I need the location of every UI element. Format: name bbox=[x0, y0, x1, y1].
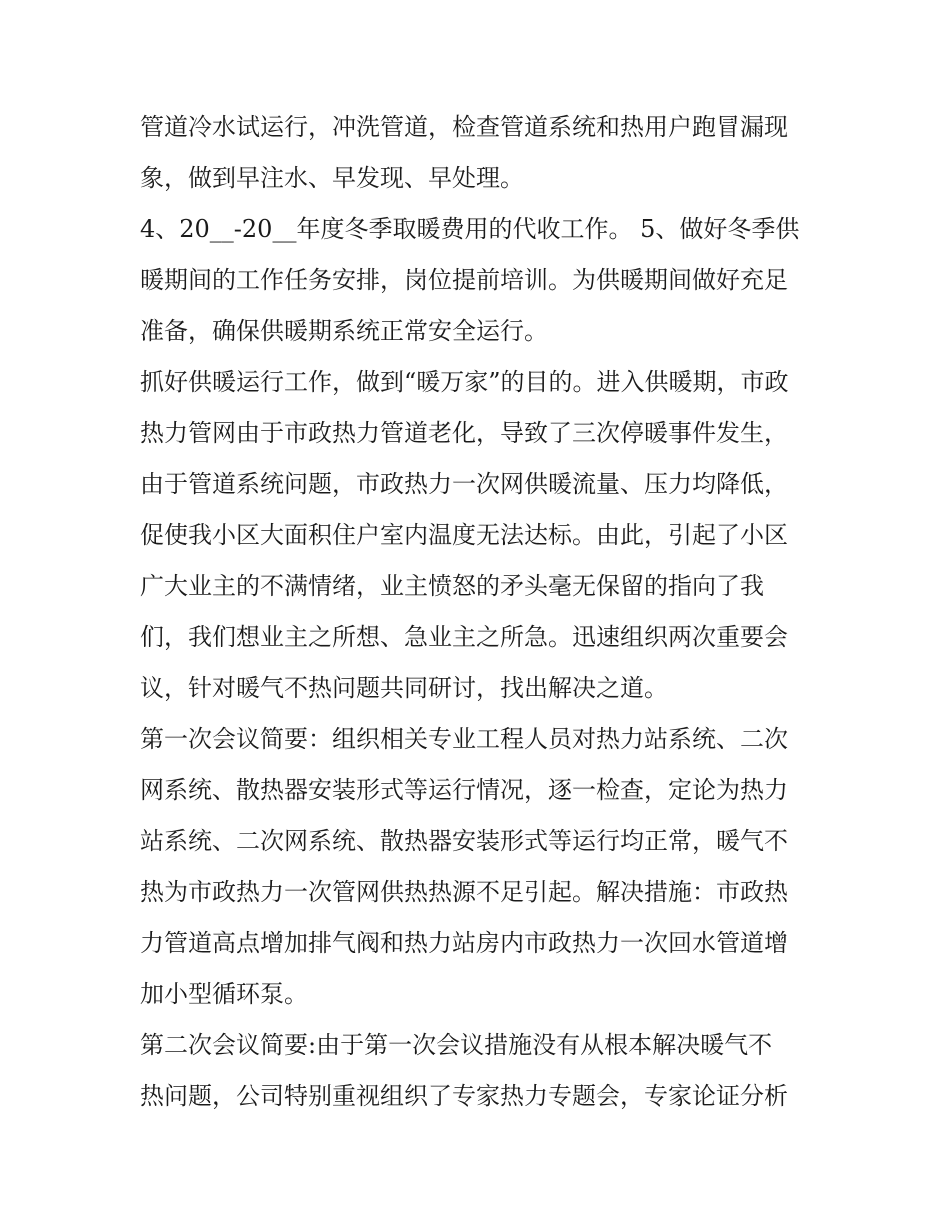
text-line: 广大业主的不满情绪，业主愤怒的矛头毫无保留的指向了我 bbox=[140, 572, 764, 600]
text-line: 4、20__-20__年度冬季取暖费用的代收工作。 5、做好冬季供 bbox=[140, 215, 800, 243]
text-line: 网系统、散热器安装形式等运行情况，逐一检查，定论为热力 bbox=[140, 776, 788, 804]
text-line: 抓好供暖运行工作，做到“暖万家”的目的。进入供暖期，市政 bbox=[140, 368, 789, 396]
text-line: 由于管道系统问题，市政热力一次网供暖流量、压力均降低， bbox=[140, 470, 788, 498]
text-line: 热问题，公司特别重视组织了专家热力专题会，专家论证分析 bbox=[140, 1082, 788, 1110]
paragraph-pipe-test bbox=[140, 102, 830, 204]
text-line: 象，做到早注水、早发现、早处理。 bbox=[140, 164, 524, 192]
text-line: 议，针对暖气不热问题共同研讨，找出解决之道。 bbox=[140, 674, 668, 702]
paragraph-first-meeting bbox=[140, 714, 830, 1020]
text-line: 第一次会议简要：组织相关专业工程人员对热力站系统、二次 bbox=[140, 725, 788, 753]
text-line: 管道冷水试运行，冲洗管道，检查管道系统和热用户跑冒漏现 bbox=[140, 113, 788, 141]
text-line: 第二次会议简要:由于第一次会议措施没有从根本解决暖气不 bbox=[140, 1031, 773, 1059]
text-line: 加小型循环泵。 bbox=[140, 980, 308, 1008]
paragraph-fee-collection bbox=[140, 204, 830, 357]
paragraph-second-meeting bbox=[140, 1020, 830, 1122]
text-line: 们，我们想业主之所想、急业主之所急。迅速组织两次重要会 bbox=[140, 623, 788, 651]
text-line: 站系统、二次网系统、散热器安装形式等运行均正常，暖气不 bbox=[140, 827, 788, 855]
text-line: 暖期间的工作任务安排，岗位提前培训。为供暖期间做好充足 bbox=[140, 266, 788, 294]
text-line: 力管道高点增加排气阀和热力站房内市政热力一次回水管道增 bbox=[140, 929, 788, 957]
paragraph-heating-operation bbox=[140, 357, 830, 714]
text-line: 热力管网由于市政热力管道老化，导致了三次停暖事件发生， bbox=[140, 419, 788, 447]
text-line: 促使我小区大面积住户室内温度无法达标。由此，引起了小区 bbox=[140, 521, 788, 549]
text-line: 热为市政热力一次管网供热热源不足引起。解决措施：市政热 bbox=[140, 878, 788, 906]
text-line: 准备，确保供暖期系统正常安全运行。 bbox=[140, 317, 548, 345]
